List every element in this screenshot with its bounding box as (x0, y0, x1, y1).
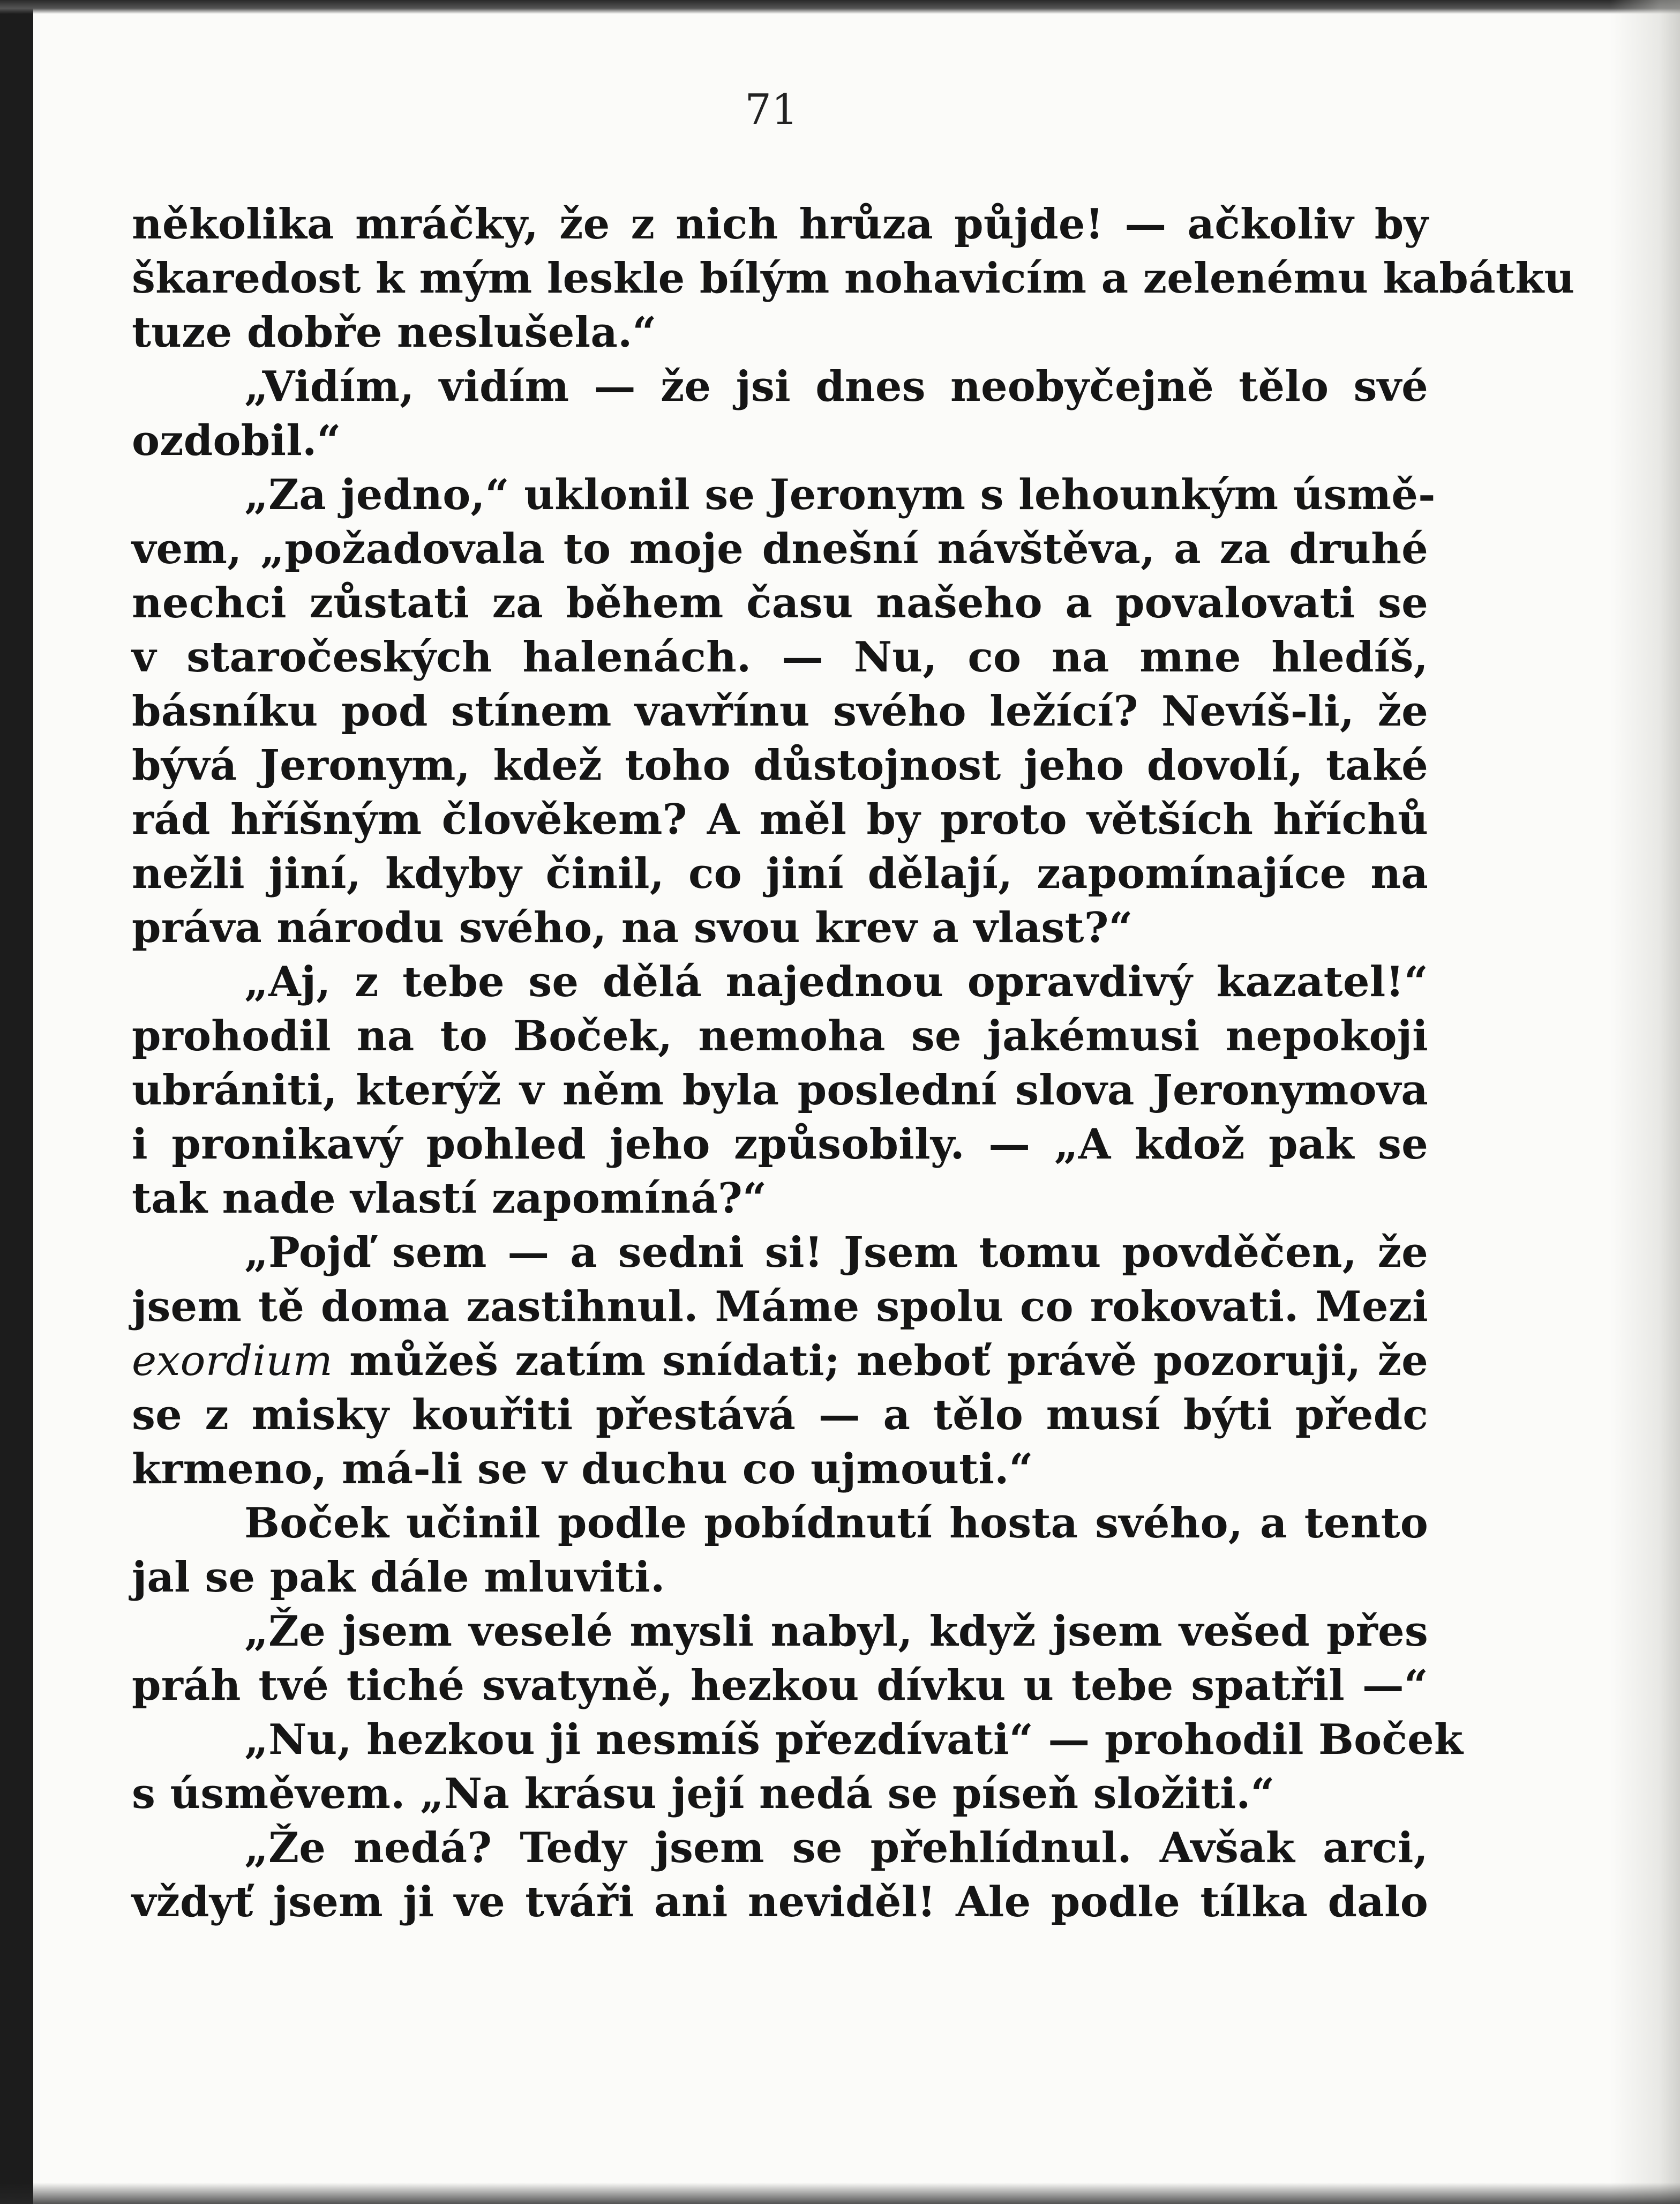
text-line (132, 1117, 1428, 1171)
text-line (132, 1280, 1428, 1334)
text-line (132, 1442, 1428, 1496)
text-line (132, 1604, 1428, 1658)
text-line (132, 1388, 1428, 1442)
text-line (132, 1226, 1428, 1280)
line-text: vždyť jsem ji ve tváři ani neviděl! Ale podle tílka dalo (132, 1878, 1428, 1926)
line-text: nežli jiní, kdyby činil, co jiní dělají, zapomínajíce na (132, 849, 1428, 898)
line-text: Boček učinil podle pobídnutí hosta svého, a tento (244, 1499, 1428, 1548)
text-line (132, 197, 1428, 251)
text-line (132, 414, 1428, 468)
line-text: „Že nedá? Tedy jsem se přehlídnul. Avšak arci, (244, 1824, 1428, 1872)
line-text: v staročeských halenách. — Nu, co na mne hledíš, (132, 633, 1428, 682)
text-line (132, 1550, 1428, 1604)
line-text: můžeš zatím snídati; neboť právě pozoruji, že (333, 1336, 1428, 1385)
line-text: se z misky kouřiti přestává — a tělo musí býti předc (132, 1391, 1428, 1439)
line-text: básníku pod stínem vavřínu svého ležící? Nevíš-li, že (132, 687, 1428, 736)
line-text: „Aj, z tebe se dělá najednou opravdivý kazatel!“ (244, 958, 1428, 1006)
scan-bottom-edge (0, 2183, 1680, 2204)
text-line (132, 847, 1428, 901)
text-line (132, 1713, 1464, 1767)
line-text: bývá Jeronym, kdež toho důstojnost jeho dovolí, také (132, 741, 1428, 790)
text-line (132, 630, 1428, 684)
text-line (132, 1658, 1428, 1713)
line-text: prohodil na to Boček, nemoha se jakémusi nepokoji (132, 1012, 1428, 1060)
line-text: „Že jsem veselé mysli nabyl, když jsem vešed přes (244, 1607, 1428, 1656)
line-text: „Vidím, vidím — že jsi dnes neobyčejně tělo své (244, 362, 1428, 411)
text-line (132, 1821, 1428, 1875)
text-line (132, 793, 1428, 847)
line-text: jsem tě doma zastihnul. Máme spolu co rokovati. Mezi (132, 1282, 1428, 1331)
text-line (132, 1767, 1428, 1821)
line-text: i pronikavý pohled jeho způsobily. — „A kdož pak se (132, 1120, 1428, 1169)
line-text: vem, „požadovala to moje dnešní návštěva, a za druhé (132, 525, 1428, 573)
line-text: „Pojď sem — a sedni si! Jsem tomu povděčen, že (244, 1228, 1428, 1277)
italic-word: exordium (132, 1337, 333, 1385)
scan-right-edge (1610, 0, 1680, 2204)
text-line (132, 522, 1428, 576)
scan-left-border (0, 0, 33, 2204)
line-text: „Nu, hezkou ji nesmíš přezdívati“ — prohodil Boček (244, 1715, 1464, 1764)
text-line (132, 305, 1428, 360)
line-text: práh tvé tiché svatyně, hezkou dívku u tebe spatřil —“ (132, 1661, 1428, 1710)
line-text: ozdobil.“ (132, 416, 341, 465)
text-line (132, 684, 1428, 738)
text-line (132, 251, 1575, 305)
scan-top-border (0, 0, 1680, 14)
line-text: škaredost k mým leskle bílým nohavicím a zelenému kabátku (132, 254, 1575, 303)
line-text: ubrániti, kterýž v něm byla poslední slova Jeronymova (132, 1066, 1428, 1115)
line-text: práva národu svého, na svou krev a vlast?“ (132, 903, 1133, 952)
text-line (132, 1496, 1428, 1550)
text-line (132, 468, 1436, 522)
line-text: krmeno, má-li se v duchu co ujmouti.“ (132, 1445, 1033, 1493)
line-text: tak nade vlastí zapomíná?“ (132, 1174, 767, 1223)
text-line (132, 955, 1428, 1009)
text-line (132, 576, 1428, 630)
line-text: „Za jedno,“ uklonil se Jeronym s lehounkým úsmě- (244, 470, 1436, 519)
line-text: nechci zůstati za během času našeho a povalovati se (132, 579, 1428, 627)
text-line (132, 1009, 1428, 1063)
line-text: rád hříšným člověkem? A měl by proto větších hříchů (132, 795, 1428, 844)
line-text: několika mráčky, že z nich hrůza půjde! — ačkoliv by (132, 200, 1428, 249)
line-text: jal se pak dále mluviti. (132, 1553, 665, 1602)
line-text: tuze dobře neslušela.“ (132, 308, 657, 357)
body-text (132, 197, 1575, 1929)
text-line (132, 1171, 1428, 1226)
text-line (132, 738, 1428, 793)
text-line (132, 901, 1428, 955)
text-line (132, 360, 1428, 414)
text-line (132, 1875, 1428, 1929)
text-line (132, 1063, 1428, 1117)
page-number: 71 (745, 86, 798, 134)
line-text: s úsměvem. „Na krásu její nedá se píseň složiti.“ (132, 1769, 1275, 1818)
text-line (132, 1334, 1428, 1388)
